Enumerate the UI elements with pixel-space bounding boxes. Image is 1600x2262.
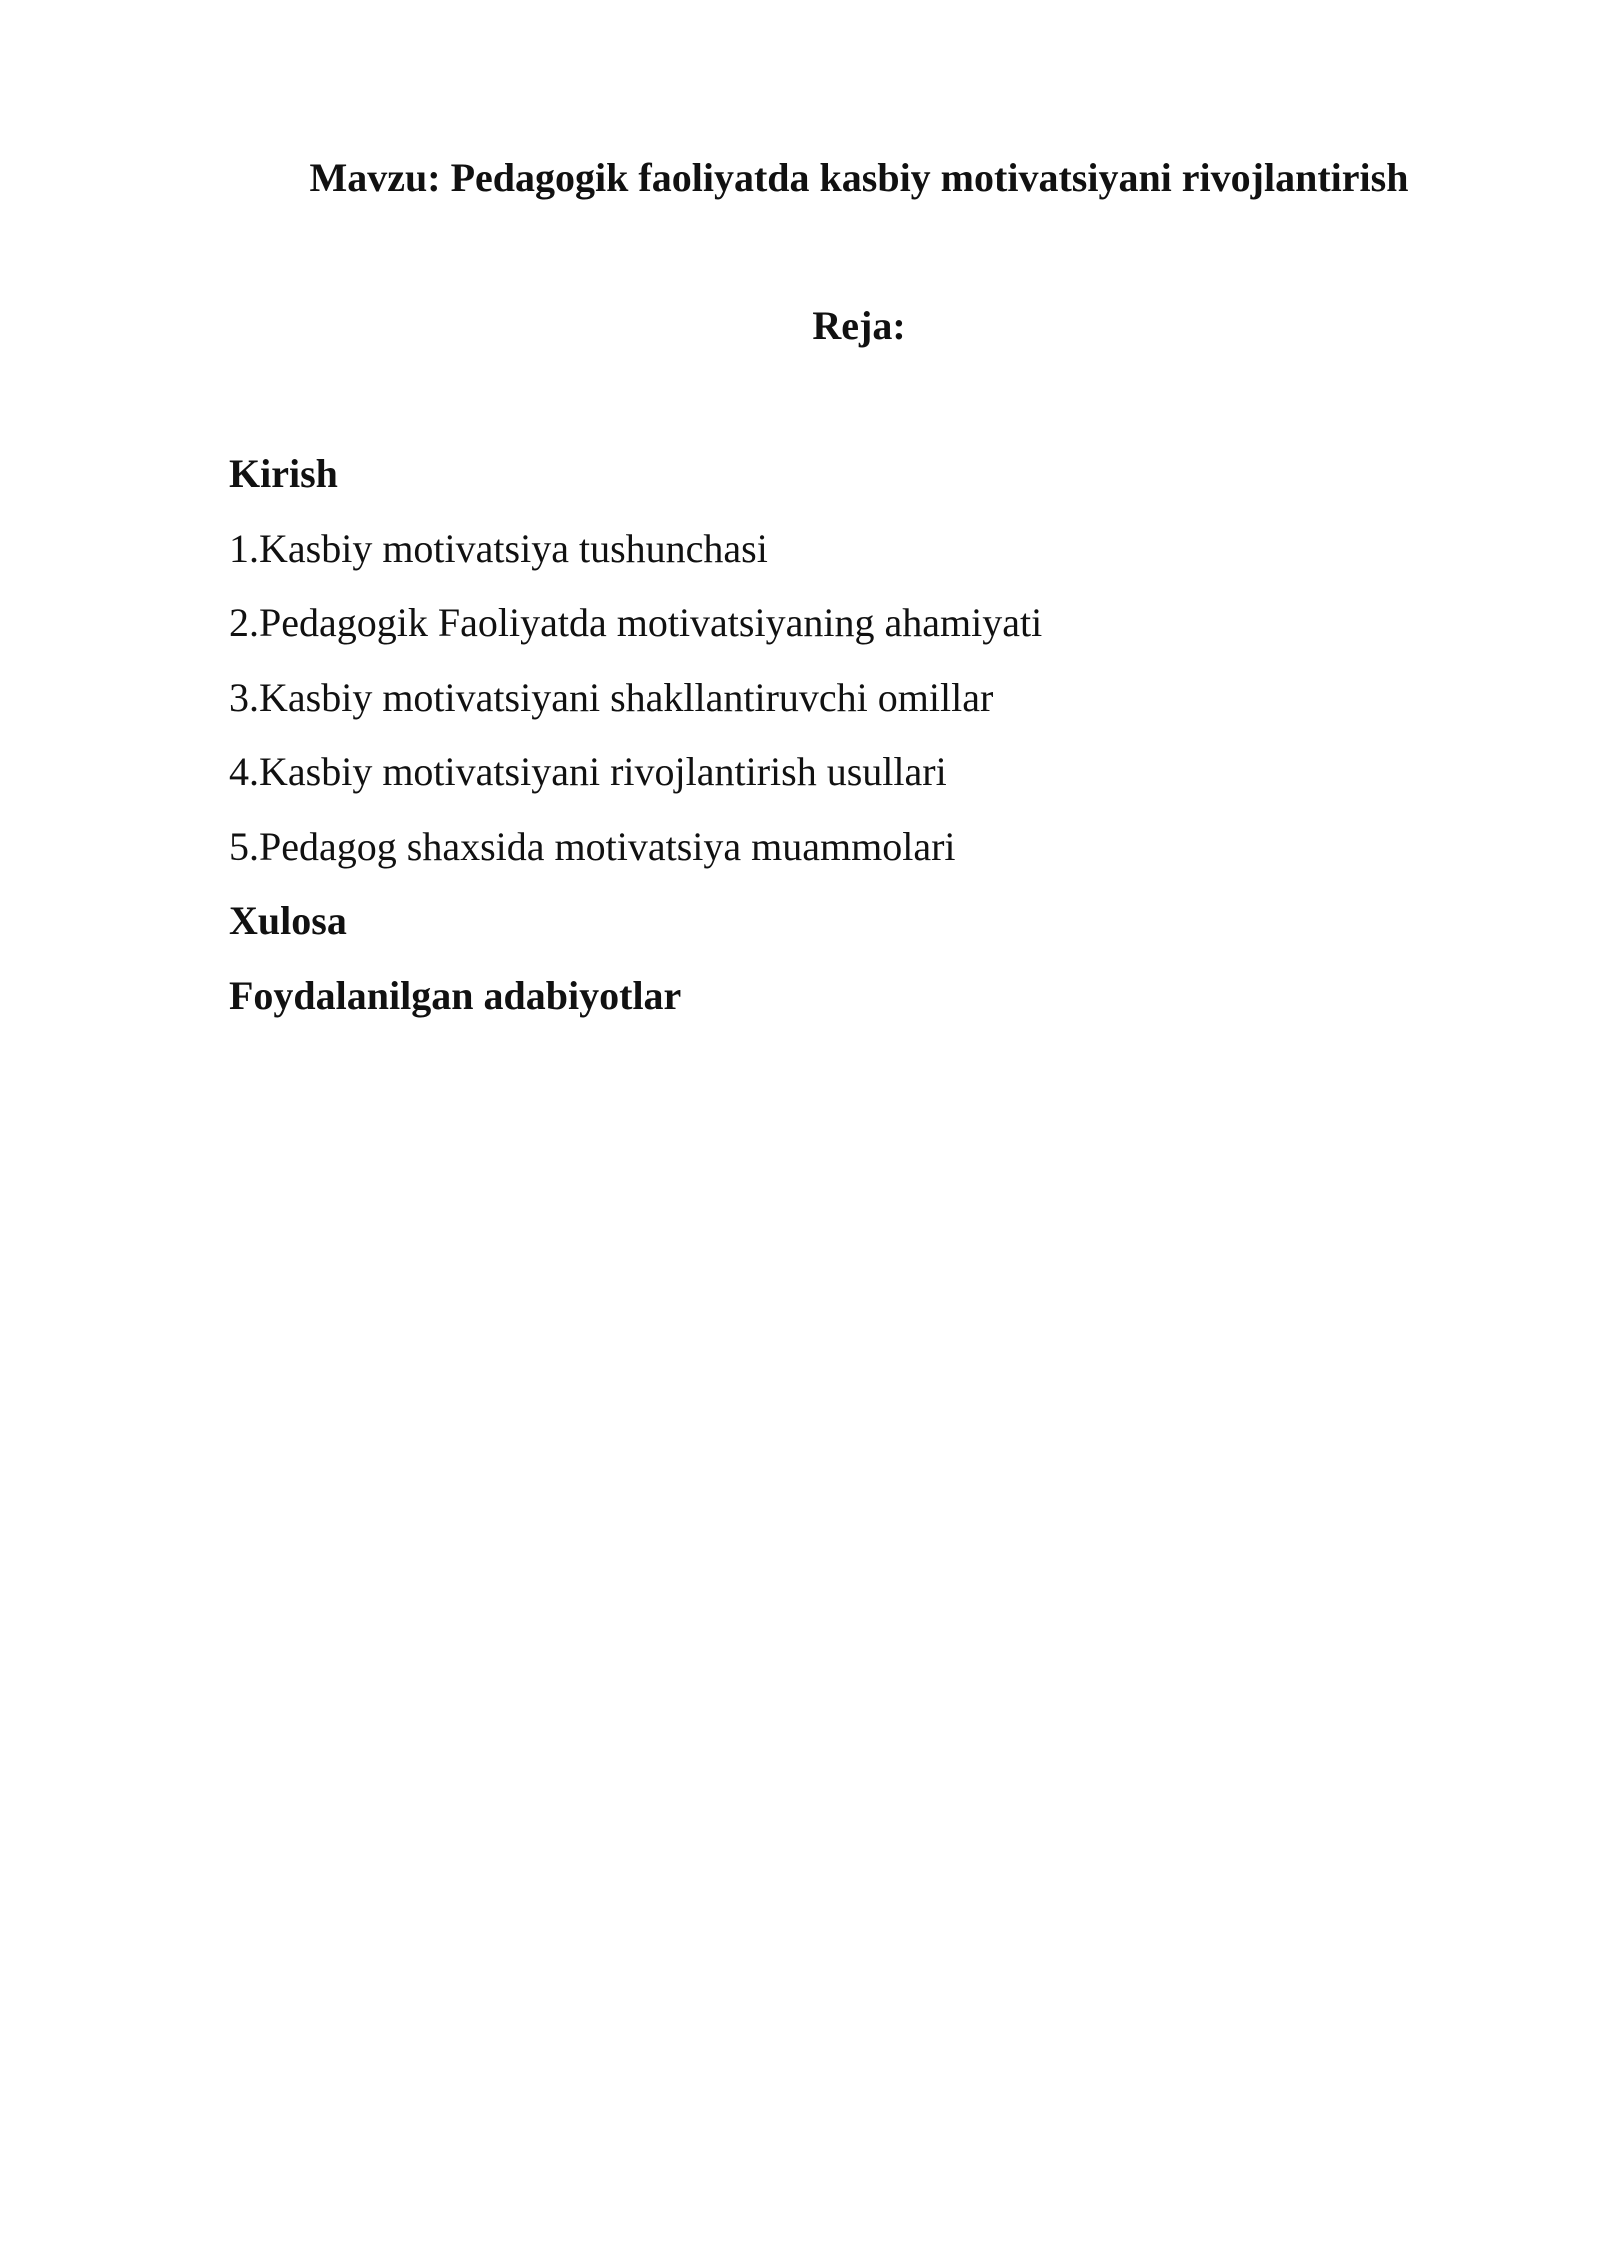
plan-item-3: 3.Kasbiy motivatsiyani shakllantiruvchi omillar	[229, 674, 994, 720]
plan-list	[229, 448, 1042, 1044]
plan-item-2: 2.Pedagogik Faoliyatda motivatsiyaning ahamiyati	[229, 600, 1043, 645]
plan-item-references: Foydalanilgan adabiyotlar	[229, 972, 682, 1018]
plan-item-conclusion: Xulosa	[229, 898, 347, 943]
plan-item-5: 5.Pedagog shaxsida motivatsiya muammolari	[229, 823, 956, 869]
plan-item-1: 1.Kasbiy motivatsiya tushunchasi	[229, 525, 768, 571]
plan-item-4: 4.Kasbiy motivatsiyani rivojlantirish usullari	[229, 749, 947, 794]
plan-heading: Reja:	[812, 303, 906, 348]
plan-item-intro: Kirish	[229, 451, 338, 496]
document-topic-title: Mavzu: Pedagogik faoliyatda kasbiy motivatsiyani rivojlantirish	[309, 155, 1409, 200]
